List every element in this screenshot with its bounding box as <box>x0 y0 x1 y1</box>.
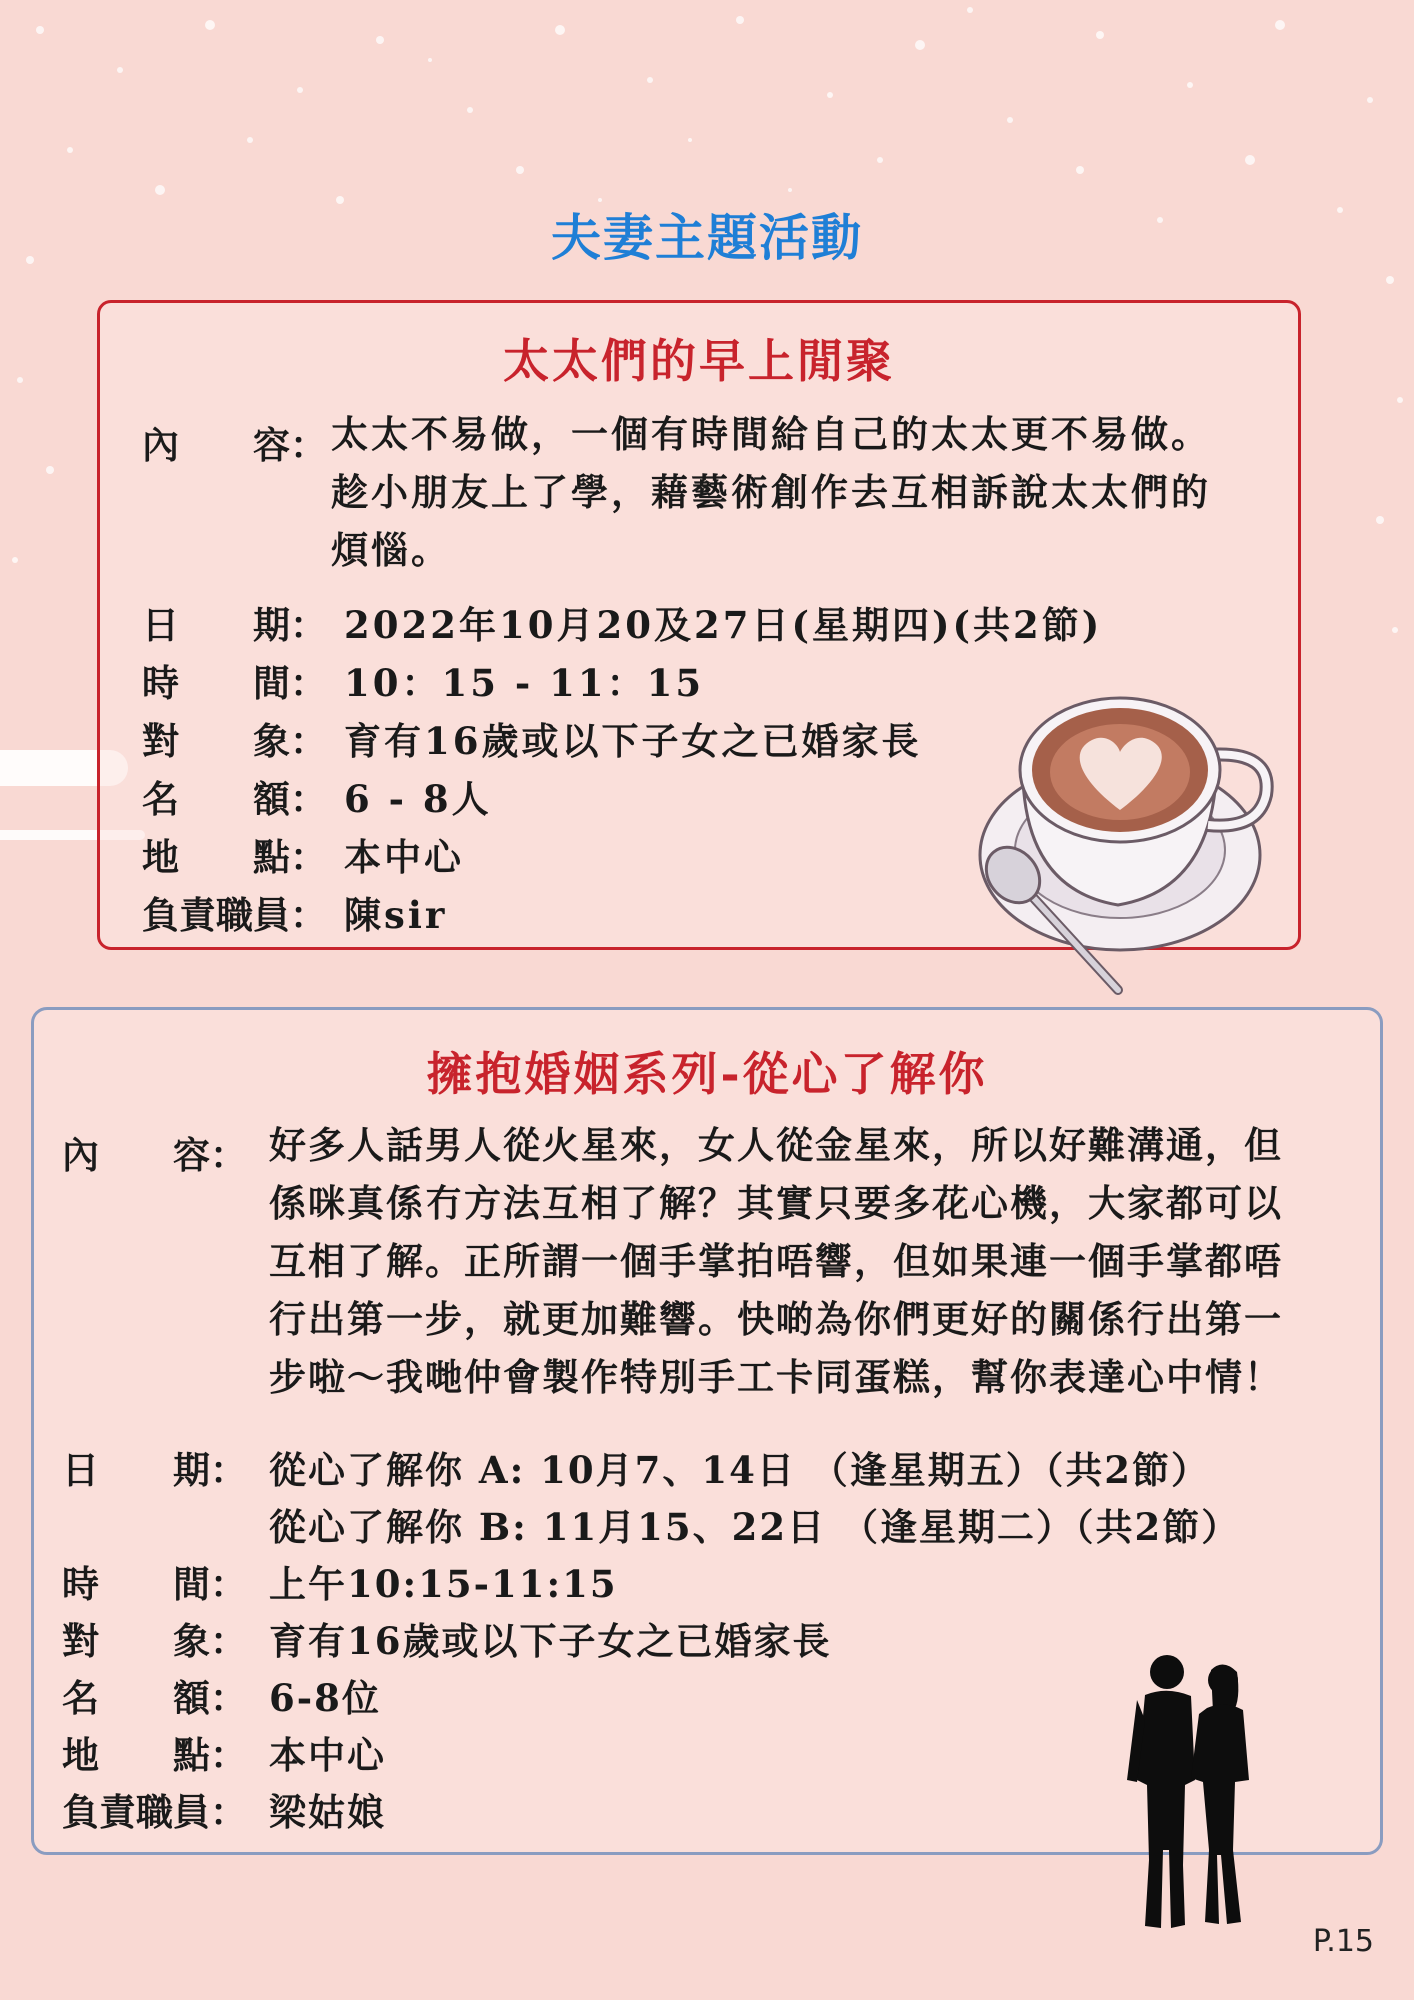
content-label: 內 容： <box>142 423 327 467</box>
quota-value: 6 - 8人 <box>344 777 492 821</box>
section-title: 擁抱婚姻系列-從心了解你 <box>426 1047 988 1101</box>
venue-value: 本中心 <box>269 1733 386 1777</box>
time-label: 時 間： <box>142 661 327 705</box>
section-title: 太太們的早上閒聚 <box>503 334 895 388</box>
content-line: 太太不易做，一個有時間給自己的太太更不易做。 <box>331 412 1211 456</box>
latte-cup-heart-icon <box>968 660 1288 1000</box>
time-label: 時 間： <box>62 1562 247 1606</box>
date-label: 日 期： <box>62 1448 247 1492</box>
date-value-b: 從心了解你 B: 11月15、22日 （逢星期二）（共2節） <box>269 1505 1241 1549</box>
quota-label: 名 額： <box>142 777 327 821</box>
content-line: 趁小朋友上了學，藉藝術創作去互相訴說太太們的 <box>331 470 1211 514</box>
target-label: 對 象： <box>62 1619 247 1663</box>
content-line: 係咪真係冇方法互相了解？其實只要多花心機，大家都可以 <box>269 1181 1283 1225</box>
quota-value: 6-8位 <box>269 1676 381 1720</box>
date-label: 日 期： <box>142 603 327 647</box>
content-line: 好多人話男人從火星來，女人從金星來，所以好難溝通，但 <box>269 1123 1283 1167</box>
target-label: 對 象： <box>142 719 327 763</box>
staff-label: 負責職員： <box>142 893 327 937</box>
page-title: 夫妻主題活動 <box>551 209 863 267</box>
quota-label: 名 額： <box>62 1676 247 1720</box>
content-line: 步啦～我哋仲會製作特別手工卡同蛋糕，幫你表達心中情！ <box>269 1355 1283 1399</box>
target-value: 育有16歲或以下子女之已婚家長 <box>344 719 922 763</box>
time-value: 10：15 - 11：15 <box>344 661 705 705</box>
content-label: 內 容： <box>62 1133 247 1177</box>
page-number: P.15 <box>1312 1924 1374 1959</box>
venue-label: 地 點： <box>62 1733 247 1777</box>
staff-value: 陳sir <box>344 893 448 937</box>
time-value: 上午10:15-11:15 <box>269 1562 618 1606</box>
content-line: 互相了解。正所謂一個手掌拍唔響，但如果連一個手掌都唔 <box>269 1239 1283 1283</box>
content-text <box>331 405 1291 579</box>
venue-label: 地 點： <box>142 835 327 879</box>
date-value-a: 從心了解你 A: 10月7、14日 （逢星期五）（共2節） <box>269 1448 1210 1492</box>
target-value: 育有16歲或以下子女之已婚家長 <box>269 1619 832 1663</box>
staff-value: 梁姑娘 <box>269 1790 386 1834</box>
content-line: 行出第一步，就更加難響。快啲為你們更好的關係行出第一 <box>269 1297 1283 1341</box>
content-text <box>269 1116 1369 1406</box>
venue-value: 本中心 <box>344 835 464 879</box>
couple-silhouette-icon <box>1115 1650 1275 1935</box>
date-value: 2022年10月20及27日(星期四)(共2節) <box>344 603 1103 647</box>
content-line: 煩惱。 <box>331 528 451 572</box>
staff-label: 負責職員： <box>62 1790 247 1834</box>
